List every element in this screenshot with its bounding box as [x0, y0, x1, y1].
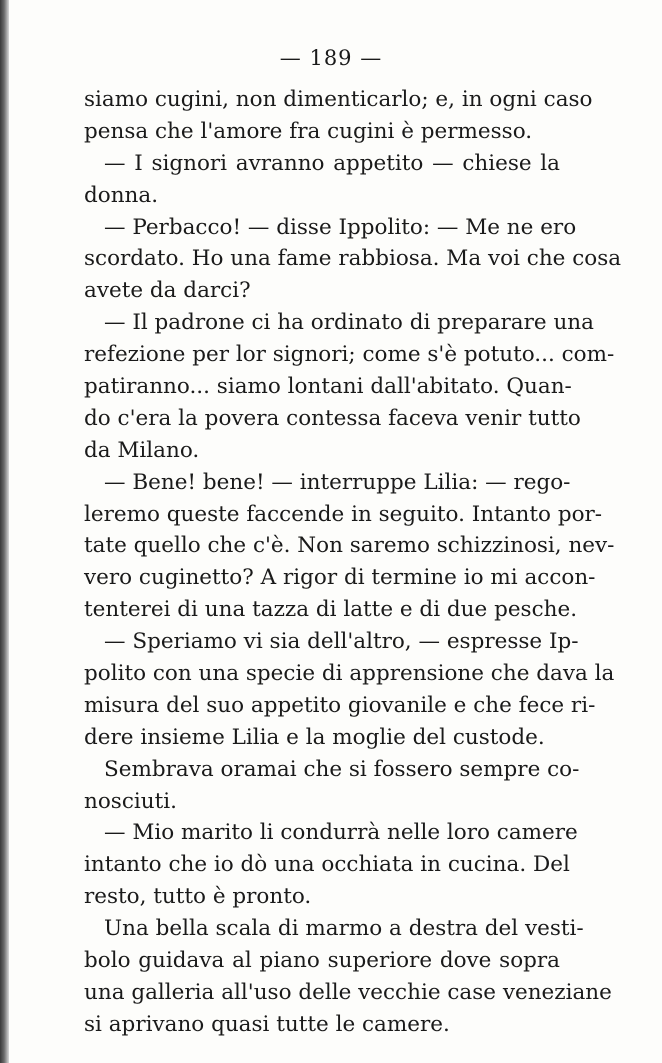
text-line: patiranno... siamo lontani dall'abitato. Quan-: [84, 374, 572, 400]
text-line: da Milano.: [84, 437, 200, 463]
body-text: [84, 84, 622, 1041]
text-line: — Speriamo vi sia dell'altro, — espresse Ip-: [104, 629, 579, 655]
text-line: intanto che io dò una occhiata in cucina. Del: [84, 852, 570, 878]
text-line: dere insieme Lilia e la moglie del custode.: [84, 724, 545, 750]
text-line: polito con una specie di apprensione che dava la: [84, 661, 615, 687]
text-line: — Bene! bene! — interruppe Lilia: — rego-: [104, 469, 571, 495]
text-line: nosciuti.: [84, 788, 177, 814]
text-line: Sembrava oramai che si fossero sempre co-: [104, 756, 580, 782]
text-line: — Il padrone ci ha ordinato di preparare una: [104, 310, 594, 336]
text-line: siamo cugini, non dimenticarlo; e, in ogni caso: [84, 87, 593, 112]
text-line: resto, tutto è pronto.: [84, 884, 312, 910]
text-line: si aprivano quasi tutte le camere.: [84, 1011, 450, 1037]
text-line: una galleria all'uso delle vecchie case veneziane: [84, 979, 612, 1005]
text-line: donna.: [84, 182, 159, 208]
text-line: bolo guidava al piano superiore dove sopra: [84, 948, 560, 974]
text-line: pensa che l'amore fra cugini è permesso.: [84, 118, 533, 144]
text-line: Una bella scala di marmo a destra del vesti-: [104, 916, 584, 942]
text-line: — I signori avranno appetito — chiese la: [104, 150, 560, 176]
text-line: misura del suo appetito giovanile e che fece ri-: [84, 692, 596, 718]
text-line: avete da darci?: [84, 278, 251, 304]
text-line: refezione per lor signori; come s'è potuto... com-: [84, 342, 615, 368]
text-line: tate quello che c'è. Non saremo schizzinosi, nev-: [84, 533, 615, 559]
text-line: do c'era la povera contessa faceva venir tutto: [84, 405, 581, 431]
page-spine-edge: [0, 0, 9, 1063]
page-number: — 189 —: [279, 46, 383, 70]
text-line: vero cuginetto? A rigor di termine io mi accon-: [84, 565, 596, 591]
text-line: leremo queste faccende in seguito. Intanto por-: [84, 501, 603, 527]
text-line: scordato. Ho una fame rabbiosa. Ma voi che cosa: [84, 246, 622, 272]
text-line: — Mio marito li condurrà nelle loro camere: [104, 820, 578, 846]
text-line: — Perbacco! — disse Ippolito: — Me ne ero: [104, 214, 577, 240]
text-line: tenterei di una tazza di latte e di due pesche.: [84, 597, 578, 623]
